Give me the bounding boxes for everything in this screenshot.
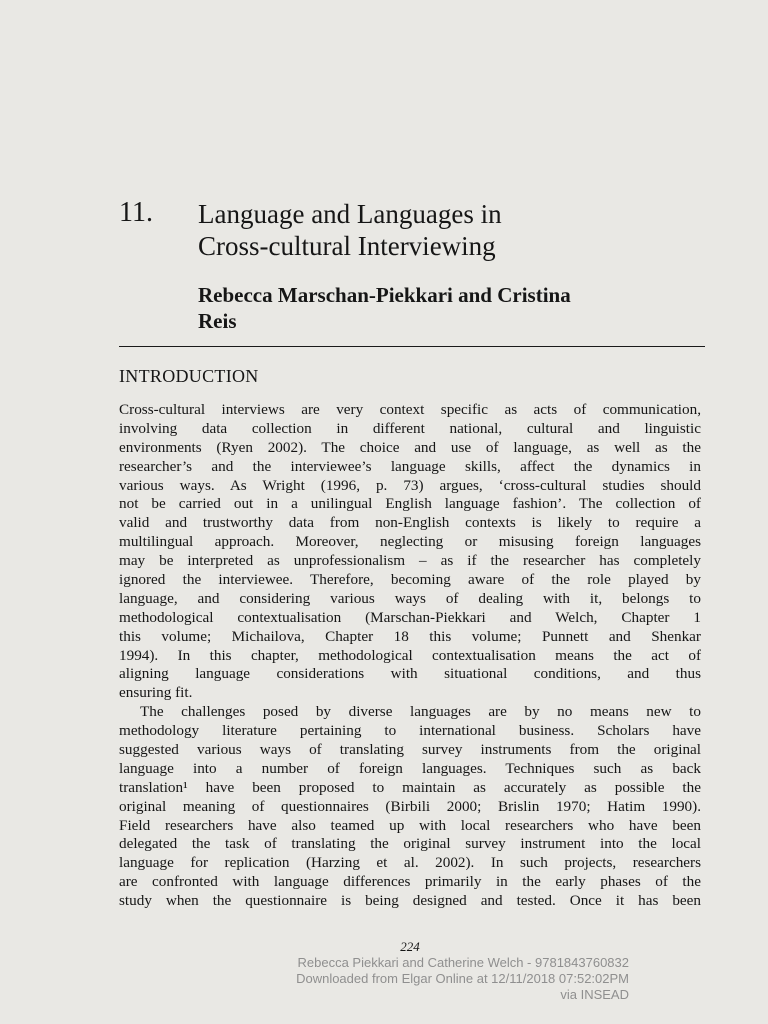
chapter-title xyxy=(198,198,668,262)
text-line: this volume; Michailova, Chapter 18 this volume; Punnett and Shenkar xyxy=(119,627,701,645)
chapter-title-line: Cross-cultural Interviewing xyxy=(198,231,496,261)
text-line: not be carried out in a unilingual English language fashion’. The collection of xyxy=(119,495,701,513)
text-line: are confronted with language differences primarily in the early phases of the xyxy=(119,873,701,891)
chapter-title-line: Language and Languages in xyxy=(198,199,502,229)
text-line: language, and considering various ways of dealing with it, belongs to xyxy=(119,589,701,607)
body-text xyxy=(119,401,701,911)
text-line: valid and trustworthy data from non-English contexts is likely to require a xyxy=(119,514,701,532)
text-line: aligning language considerations with situational conditions, and thus xyxy=(119,665,701,683)
text-line: Field researchers have also teamed up with local researchers who have been xyxy=(119,816,701,834)
text-line: involving data collection in different national, cultural and linguistic xyxy=(119,419,701,437)
text-line: The challenges posed by diverse languages are by no means new to xyxy=(140,703,701,721)
text-line: delegated the task of translating the original survey instrument into the local xyxy=(119,835,701,853)
paragraph-2 xyxy=(119,703,701,911)
text-line: ignored the interviewee. Therefore, becoming aware of the role played by xyxy=(119,571,701,589)
text-line: methodological contextualisation (Marschan-Piekkari and Welch, Chapter 1 xyxy=(119,608,701,626)
text-line: ensuring fit. xyxy=(119,684,193,702)
footer-line: via INSEAD xyxy=(560,987,629,1002)
text-line: language into a number of foreign languages. Techniques such as back xyxy=(119,759,701,777)
text-line: methodology literature pertaining to international business. Scholars have xyxy=(119,722,701,740)
section-heading: INTRODUCTION xyxy=(119,366,259,386)
authors-line: Rebecca Marschan-Piekkari and Cristina xyxy=(198,283,571,307)
text-line: may be interpreted as unprofessionalism – as if the researcher has completely xyxy=(119,552,701,570)
text-line: language for replication (Harzing et al. 2002). In such projects, researchers xyxy=(119,854,701,872)
chapter-authors xyxy=(198,282,678,334)
text-line: researcher’s and the interviewee’s language skills, affect the dynamics in xyxy=(119,457,701,475)
download-footer xyxy=(296,955,629,1003)
footer-line: Rebecca Piekkari and Catherine Welch - 9781843760832 xyxy=(297,955,629,970)
footer-line: Downloaded from Elgar Online at 12/11/2018 07:52:02PM xyxy=(296,971,629,986)
text-line: study when the questionnaire is being designed and tested. Once it has been xyxy=(119,892,701,910)
text-line: environments (Ryen 2002). The choice and use of language, as well as the xyxy=(119,438,701,456)
page-number: 224 xyxy=(400,939,420,954)
header-divider xyxy=(119,346,705,347)
paragraph-1 xyxy=(119,401,701,703)
text-line: Cross-cultural interviews are very context specific as acts of communication, xyxy=(119,401,701,418)
text-line: suggested various ways of translating survey instruments from the original xyxy=(119,741,701,759)
text-line: 1994). In this chapter, methodological contextualisation means the act of xyxy=(119,646,701,664)
text-line: original meaning of questionnaires (Birbili 2000; Brislin 1970; Hatim 1990). xyxy=(119,797,701,815)
chapter-number: 11. xyxy=(119,197,153,228)
authors-line: Reis xyxy=(198,309,237,333)
text-line: multilingual approach. Moreover, neglecting or misusing foreign languages xyxy=(119,533,701,551)
text-line: various ways. As Wright (1996, p. 73) argues, ‘cross-cultural studies should xyxy=(119,476,701,494)
text-line: translation¹ have been proposed to maintain as accurately as possible the xyxy=(119,778,701,796)
